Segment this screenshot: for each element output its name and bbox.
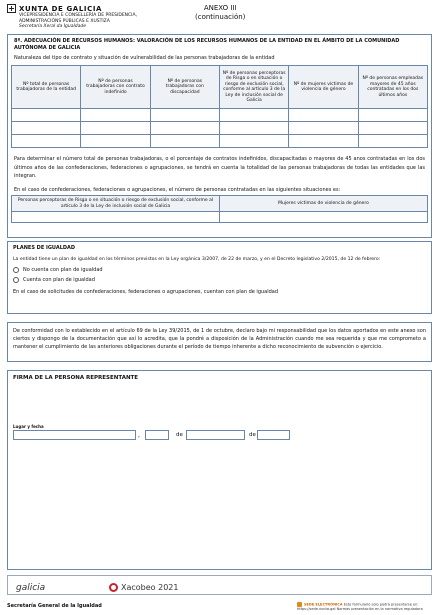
staff-indefinite-cell[interactable]	[81, 135, 150, 148]
section-8	[7, 34, 432, 238]
xacobeo-logo	[109, 583, 178, 592]
staff-total-cell[interactable]	[12, 109, 81, 122]
dept-sub: Secretaría Xeral da Igualdade	[19, 24, 86, 29]
table-row	[12, 135, 428, 148]
staff-table-header: Nº de mujeres víctimas de violencia de género	[289, 66, 358, 109]
annex-heading	[195, 4, 245, 22]
staff-table-header: Nº de personas empleadas mayores de 45 años contratadas en los dos últimos años	[358, 66, 427, 109]
footer-secretaria: Secretaría General de la Igualdad	[7, 603, 102, 609]
de-separator-1: de	[176, 432, 183, 438]
de-separator-2: de	[249, 432, 256, 438]
table-row	[12, 109, 428, 122]
confed-text: En el caso de confederaciones, federaciones o agrupaciones, el número de personas contratadas en las siguientes situaciones es:	[14, 186, 341, 193]
staff-over45-cell[interactable]	[358, 135, 427, 148]
radio-icon[interactable]	[13, 267, 19, 273]
day-input[interactable]	[145, 430, 169, 440]
sede-note	[297, 602, 432, 612]
staff-risga-cell[interactable]	[219, 109, 288, 122]
option-has-plan[interactable]	[13, 277, 426, 283]
section-8-subtitle: Naturaleza del tipo de contrato y situación de vulnerabilidad de las personas trabajadoras de la entidad	[14, 55, 275, 61]
staff-risga-cell[interactable]	[219, 135, 288, 148]
staff-table	[11, 65, 428, 148]
staff-indefinite-cell[interactable]	[81, 122, 150, 135]
section-8-title: 8º. ADECUACIÓN DE RECURSOS HUMANOS: VALORACIÓN DE LOS RECURSOS HUMANOS DE LA ENTIDAD EN EL ÁMBITO DE LA COMUNIDAD AUTÓNOMA DE GALICIA	[14, 38, 400, 51]
declaration-box	[7, 322, 432, 362]
galicia-logo: galicia	[16, 583, 46, 593]
staff-disability-cell[interactable]	[150, 135, 219, 148]
staff-gbv-cell[interactable]	[289, 135, 358, 148]
staff-disability-cell[interactable]	[150, 109, 219, 122]
confed-gbv-cell[interactable]	[220, 212, 428, 223]
staff-total-cell[interactable]	[12, 135, 81, 148]
staff-over45-cell[interactable]	[358, 122, 427, 135]
sede-label: SEDE ELECTRÓNICA	[304, 602, 343, 607]
staff-paragraph: Para determinar el número total de personas trabajadoras, o el porcentaje de contratos indefinidos, discapacitadas o mayores de 45 anos contratadas en los dos últimos años de las confederaciones, federaciones o agrupaciones, se tendrá en cuenta la totalidad de las personas trabajadoras de todas las entidades que las integran.	[14, 156, 425, 179]
org-name: XUNTA DE GALICIA	[19, 4, 103, 13]
confed-table	[11, 195, 428, 223]
option-no-plan-label: No cuenta con plan de igualdad	[23, 267, 103, 273]
staff-disability-cell[interactable]	[150, 122, 219, 135]
month-input[interactable]	[186, 430, 245, 440]
place-input[interactable]	[13, 430, 136, 440]
staff-table-header: Nº total de personas trabajadoras de la entidad	[12, 66, 81, 109]
page-header	[7, 4, 432, 33]
staff-gbv-cell[interactable]	[289, 109, 358, 122]
xunta-emblem-icon	[7, 4, 16, 13]
staff-gbv-cell[interactable]	[289, 122, 358, 135]
xacobeo-emblem-icon	[109, 583, 118, 592]
equality-title: PLANES DE IGUALDAD	[13, 245, 76, 251]
table-row	[12, 122, 428, 135]
xacobeo-text: Xacobeo 2021	[121, 583, 179, 592]
staff-indefinite-cell[interactable]	[81, 109, 150, 122]
staff-table-header: Nº de personas perceptoras de Risga o en situación o riesgo de exclusión social, conforme al artículo 3 de la Ley de inclusión social de Galicia	[219, 66, 288, 109]
sede-text: Este formulario solo podrá presentarse en: https://sede.xunta.gal Normas presentación en la normativa reguladora	[297, 602, 423, 611]
staff-table-header: Nº de personas trabajadoras con contrato indefinido	[81, 66, 150, 109]
confed-risga-cell[interactable]	[12, 212, 220, 223]
place-date-label: Lugar y fecha	[13, 424, 44, 429]
dept-line-1: VICEPRESIDENCIA E CONSELLERÍA DE PRESIDENCIA,	[19, 13, 138, 18]
signature-box	[7, 370, 432, 570]
confed-table-header: Personas perceptoras de Risga o en situación o riesgo de exclusión social, conforme al artículo 3 de la Ley de inclusión social de Galicia	[12, 196, 220, 212]
option-no-plan[interactable]	[13, 267, 426, 273]
confed-table-header: Mujeres víctimas de violencia de género	[220, 196, 428, 212]
confed-plan-question: En el caso de solicitudes de confederaciones, federaciones o agrupaciones, cuentan con plan de igualdad	[13, 289, 279, 295]
declaration-text: De conformidad con lo establecido en el artículo 69 de la Ley 39/2015, de 1 de octubre, declaro bajo mi responsabilidad que los datos aportados en este anexo son ciertos y dispongo de la documentación que así lo acredita, que la pondré a disposición de la Administración cuando me sea requerida y que me comprometo a mantener el cumplimiento de las anteriores obligaciones durante el período de tiempo inherente a dicho reconocimiento de subvención o ejercicio.	[13, 328, 426, 350]
footer-logos	[7, 575, 432, 595]
comma-separator: ,	[138, 432, 140, 439]
table-row	[12, 212, 428, 223]
signature-title: FIRMA DE LA PERSONA REPRESENTANTE	[13, 375, 139, 381]
staff-table-header: Nº de personas trabajadoras con discapacidad	[150, 66, 219, 109]
staff-risga-cell[interactable]	[219, 122, 288, 135]
dept-line-2: ADMINISTRACIÓNS PÚBLICAS E XUSTIZA	[19, 18, 110, 24]
year-input[interactable]	[257, 430, 290, 440]
staff-over45-cell[interactable]	[358, 109, 427, 122]
equality-intro: La entidad tiene un plan de igualdad en los términos previstos en la Ley orgánica 3/2007, de 22 de marzo, y en el Decreto legislativo 2/2015, de 12 de febrero:	[13, 257, 381, 262]
radio-icon[interactable]	[13, 277, 19, 283]
annex-sub: (continuación)	[195, 13, 246, 21]
annex-title: ANEXO III	[203, 4, 237, 12]
equality-section	[7, 241, 432, 314]
staff-total-cell[interactable]	[12, 122, 81, 135]
option-has-plan-label: Cuenta con plan de igualdad	[23, 277, 95, 283]
